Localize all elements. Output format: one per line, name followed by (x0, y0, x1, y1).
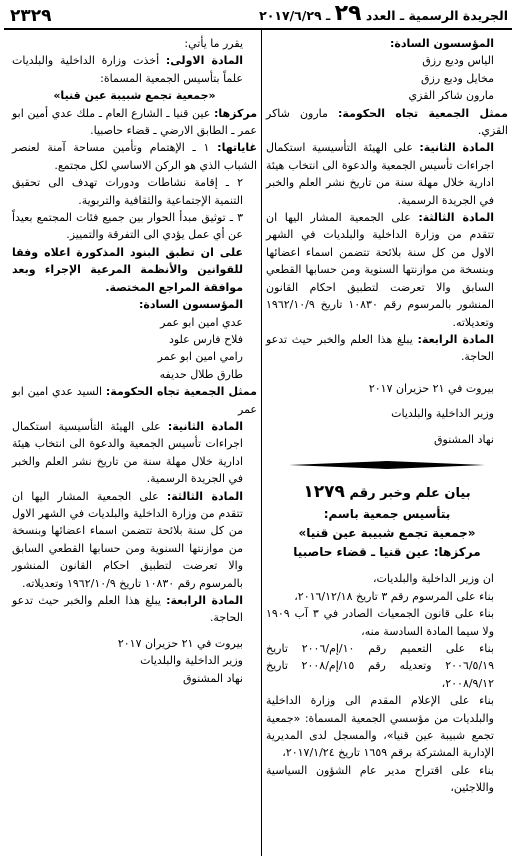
signature-place-date: بيروت في ٢١ حزيران ٢٠١٧ (117, 636, 243, 650)
left-column (10, 30, 261, 856)
issue-number: ٢٩ (334, 1, 362, 26)
section-separator (266, 458, 508, 475)
article-text: على الجمعية المشار اليها ان تتقدم من وزارة الداخلية والبلديات في الشهر الاول من كل سنة بلائحة تتضمن اسماء اعضائها وبنسخة من موازنتها السنوية ومن حسابها القطعي السابق والا تعرضت لتطبيق احكام القانون المنشور بالمرسوم رقم ١٠٨٣٠ تاريخ ١٩٦٢/١٠/٩ وتعديلاته. (12, 489, 243, 590)
publication-name: الجريدة الرسمية ـ العدد (365, 8, 508, 23)
founder-item: فلاح فارس علود (168, 332, 243, 346)
signature-title: وزير الداخلية والبلديات (391, 407, 494, 421)
association-center (12, 105, 257, 140)
founder-item: رامي امين ابو عمر (157, 350, 243, 364)
goals-label: غاياتها: (217, 141, 257, 155)
article-1 (12, 52, 257, 87)
columns (4, 30, 512, 856)
article-2 (12, 418, 257, 488)
founder-item: الياس وديع رزق (422, 54, 494, 68)
goals-item (12, 139, 257, 174)
notice-title: بيان علم وخبر رقم (349, 486, 471, 502)
article-label: المادة الثانية: (167, 419, 243, 433)
legal-basis-item: بناء على قانون الجمعيات الصادر في ٣ آب ١٩٠٩ ولا سيما المادة السادسة منه، (266, 607, 495, 638)
article-label: المادة الرابعة: (166, 594, 243, 607)
minister-intro: ان وزير الداخلية والبلديات، (372, 572, 494, 586)
ornament-divider (287, 460, 487, 470)
article-4 (266, 331, 508, 366)
goals-item: ٣ ـ توثيق مبدأ الحوار بين جميع فئات المجتمع بعيداً عن أي عمل يؤدي الى التفرقة والتمييز. (12, 211, 243, 242)
article-label: المادة الاولى: (165, 54, 243, 68)
signature-place-date: بيروت في ٢١ حزيران ٢٠١٧ (368, 381, 494, 395)
signature-title: وزير الداخلية والبلديات (140, 654, 243, 668)
founder-item: عدي امين ابو عمر (160, 315, 243, 329)
article-label: المادة الثالثة: (166, 489, 244, 503)
article-text: أخذت وزارة الداخلية والبلديات علماً بتأسيس الجمعية المسماة: (12, 54, 243, 85)
founder-item: مخايل وديع رزق (420, 71, 494, 85)
government-representative (266, 105, 508, 140)
founders-label: المؤسسون السادة: (138, 298, 243, 312)
center-text: عين قنيا ـ الشارع العام ـ ملك عدي أمين ابو عمر ـ الطابق الارضي ـ قضاء حاصبيا. (12, 106, 257, 138)
decision-intro: يقرر ما يأتي: (184, 37, 243, 50)
article-3 (12, 488, 257, 592)
notice-center: مركزها: عين قنيا ـ قضاء حاصبيا (293, 545, 481, 560)
signature-name: نهاد المشنوق (183, 671, 243, 685)
goal-text: ١ ـ الإهتمام وتأمين مساحة آمنة لعنصر الشباب الذي هو الركن الاساسي لكل مجتمع. (12, 141, 257, 172)
rep-label: ممثل الجمعية تجاه الحكومة: (105, 385, 257, 399)
article-3 (266, 209, 508, 331)
article-2 (266, 139, 508, 209)
government-representative (12, 383, 257, 418)
center-label: مركزها: (213, 106, 258, 120)
legal-basis-item: بناء على الإعلام المقدم الى وزارة الداخلية والبلديات من مؤسسي الجمعية المسماة: «جمعية تجمع شبيبة عين قنيا»، والمسجل لدى المديرية الإدارية المشتركة برقم ١٦٥٩ تاريخ ٢٠١٧/١/٢٤، (266, 694, 494, 760)
article-text: على الجمعية المشار اليها ان تتقدم من وزارة الداخلية والبلديات في الشهر الاول من كل سنة بلائحة تتضمن اسماء اعضائها وبنسخة من موازنتها السنوية ومن حسابها القطعي السابق والا تعرضت لتطبيق احكام القانون المنشور بالمرسوم رقم ١٠٨٣٠ تاريخ ١٩٦٢/١٠/٩ وتعديلاته. (266, 211, 494, 329)
founders-label: المؤسسون السادة: (389, 37, 494, 50)
notice-subtitle: بتأسيس جمعية باسم: (323, 507, 451, 522)
notice-heading (266, 481, 508, 505)
association-name: «جمعية تجمع شبيبة عين قنيا» (53, 89, 216, 103)
signature-name: نهاد المشنوق (434, 432, 494, 446)
article-label: المادة الرابعة: (417, 332, 494, 346)
rep-value: السيد عدي امين ابو عمر (12, 385, 257, 416)
article-label: المادة الثانية: (419, 141, 494, 155)
issue-date: ـ ٢٠١٧/٦/٢٩ (259, 8, 331, 23)
page-number: ٢٣٢٩ (10, 6, 52, 26)
header-publication (259, 1, 508, 26)
article-text: يبلغ هذا العلم والخبر حيث تدعو الحاجة. (12, 594, 243, 625)
notice-number: ١٢٧٩ (303, 482, 345, 503)
notice-association: «جمعية تجمع شبيبة عين قنيا» (298, 526, 476, 541)
legal-basis-item: بناء على اقتراح مدير عام الشؤون السياسية واللاجئين، (266, 763, 494, 795)
compliance-clause: على ان تطبق البنود المذكورة اعلاه وفقا للقوانين والأنظمة المرعية الإجراء وبعد موافقة المراجع المختصة. (12, 245, 243, 294)
article-text: على الهيئة التأسيسية استكمال اجراءات تأسيس الجمعية والدعوة الى انتخاب هيئة ادارية خلال مهلة سنة من تاريخ نشر العلم والخبر في الجريدة الرسمية. (12, 419, 243, 486)
article-text: يبلغ هذا العلم والخبر حيث تدعو الحاجة. (266, 332, 494, 364)
goals-item: ٢ ـ إقامة نشاطات ودورات تهدف الى تحقيق التنمية الإجتماعية والثقافية والتربوية. (12, 176, 243, 207)
rep-label: ممثل الجمعية تجاه الحكومة: (338, 106, 508, 120)
legal-basis-item: بناء على التعميم رقم ١٠/إم/٢٠٠٦ تاريخ ٢٠٠٦/٥/١٩ وتعديله رقم ١٥/إم/٢٠٠٨ تاريخ ٢٠٠٨/٩/١٢، (266, 641, 494, 690)
article-label: المادة الثالثة: (418, 211, 495, 225)
page-header (4, 1, 512, 30)
legal-basis-item: بناء على المرسوم رقم ٣ تاريخ ٢٠١٦/١٢/١٨، (294, 589, 494, 603)
article-text: على الهيئة التأسيسية استكمال اجراءات تأسيس الجمعية والدعوة الى انتخاب هيئة ادارية خلال مهلة سنة من تاريخ نشر العلم والخبر في الجريدة الرسمية. (266, 141, 494, 207)
right-column (261, 30, 512, 856)
founder-item: مارون شاكر القزي (408, 89, 494, 103)
rep-value: مارون شاكر القزي. (266, 106, 508, 138)
article-4 (12, 592, 257, 627)
founder-item: طارق طلال حديفه (159, 367, 243, 381)
